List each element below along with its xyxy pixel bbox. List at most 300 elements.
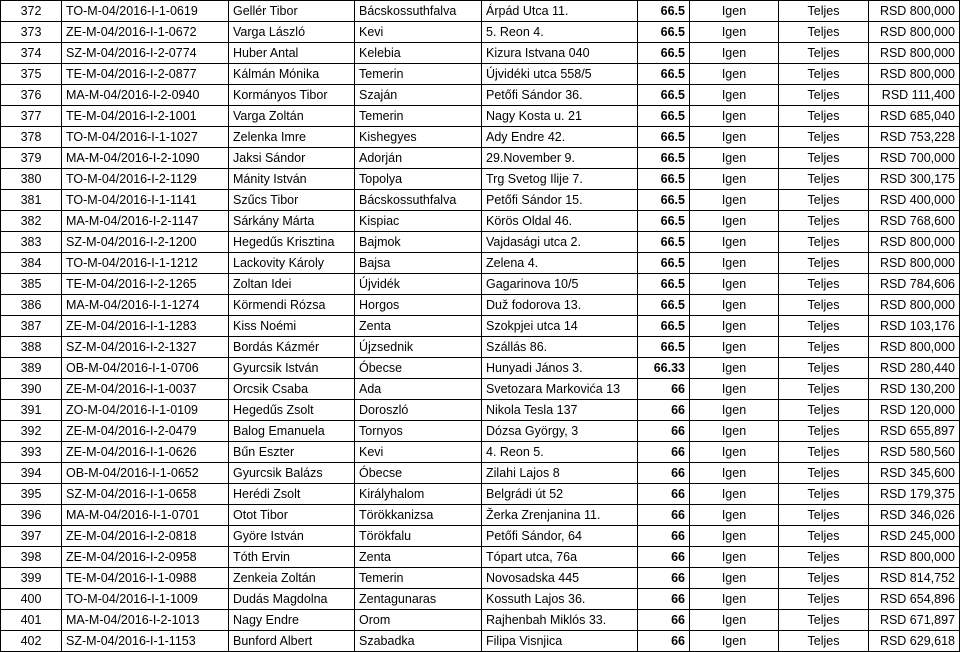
eligible-cell: Igen: [690, 316, 779, 337]
eligible-cell: Igen: [690, 589, 779, 610]
status-cell: Teljes: [779, 316, 869, 337]
score-cell: 66: [638, 379, 690, 400]
row-number-cell: 395: [1, 484, 62, 505]
score-cell: 66.5: [638, 169, 690, 190]
table-row: [1, 568, 960, 589]
amount-cell: RSD 345,600: [869, 463, 960, 484]
table-body: [1, 1, 960, 652]
amount-cell: RSD 768,600: [869, 211, 960, 232]
amount-cell: RSD 103,176: [869, 316, 960, 337]
address-cell: Kossuth Lajos 36.: [482, 589, 638, 610]
table-row: [1, 232, 960, 253]
amount-cell: RSD 800,000: [869, 232, 960, 253]
status-cell: Teljes: [779, 400, 869, 421]
table-row: [1, 526, 960, 547]
applicant-name-cell: Bűn Eszter: [229, 442, 355, 463]
score-cell: 66: [638, 547, 690, 568]
status-cell: Teljes: [779, 190, 869, 211]
city-cell: Királyhalom: [355, 484, 482, 505]
city-cell: Óbecse: [355, 463, 482, 484]
application-code-cell: SZ-M-04/2016-I-2-0774: [62, 43, 229, 64]
status-cell: Teljes: [779, 106, 869, 127]
city-cell: Adorján: [355, 148, 482, 169]
score-cell: 66.5: [638, 232, 690, 253]
row-number-cell: 379: [1, 148, 62, 169]
address-cell: Nagy Kosta u. 21: [482, 106, 638, 127]
table-row: [1, 64, 960, 85]
address-cell: Rajhenbah Miklós 33.: [482, 610, 638, 631]
applicant-name-cell: Bordás Kázmér: [229, 337, 355, 358]
table-row: [1, 442, 960, 463]
address-cell: Hunyadi János 3.: [482, 358, 638, 379]
row-number-cell: 377: [1, 106, 62, 127]
eligible-cell: Igen: [690, 631, 779, 652]
table-row: [1, 274, 960, 295]
eligible-cell: Igen: [690, 190, 779, 211]
application-code-cell: TE-M-04/2016-I-2-0877: [62, 64, 229, 85]
applicant-name-cell: Gyurcsik Balázs: [229, 463, 355, 484]
status-cell: Teljes: [779, 526, 869, 547]
eligible-cell: Igen: [690, 358, 779, 379]
applicant-name-cell: Gyurcsik István: [229, 358, 355, 379]
address-cell: Szokpjei utca 14: [482, 316, 638, 337]
applicant-name-cell: Huber Antal: [229, 43, 355, 64]
applicant-name-cell: Nagy Endre: [229, 610, 355, 631]
amount-cell: RSD 346,026: [869, 505, 960, 526]
score-cell: 66.5: [638, 43, 690, 64]
city-cell: Bajmok: [355, 232, 482, 253]
score-cell: 66: [638, 568, 690, 589]
address-cell: Zelena 4.: [482, 253, 638, 274]
status-cell: Teljes: [779, 547, 869, 568]
eligible-cell: Igen: [690, 526, 779, 547]
row-number-cell: 382: [1, 211, 62, 232]
status-cell: Teljes: [779, 589, 869, 610]
table-row: [1, 463, 960, 484]
eligible-cell: Igen: [690, 379, 779, 400]
table-row: [1, 211, 960, 232]
amount-cell: RSD 800,000: [869, 547, 960, 568]
score-cell: 66.5: [638, 1, 690, 22]
city-cell: Bácskossuthfalva: [355, 190, 482, 211]
row-number-cell: 394: [1, 463, 62, 484]
address-cell: Árpád Utca 11.: [482, 1, 638, 22]
table-row: [1, 190, 960, 211]
row-number-cell: 389: [1, 358, 62, 379]
row-number-cell: 375: [1, 64, 62, 85]
status-cell: Teljes: [779, 274, 869, 295]
applicant-name-cell: Otot Tibor: [229, 505, 355, 526]
score-cell: 66.5: [638, 22, 690, 43]
applicant-name-cell: Bunford Albert: [229, 631, 355, 652]
status-cell: Teljes: [779, 610, 869, 631]
applicant-name-cell: Dudás Magdolna: [229, 589, 355, 610]
row-number-cell: 386: [1, 295, 62, 316]
amount-cell: RSD 245,000: [869, 526, 960, 547]
row-number-cell: 392: [1, 421, 62, 442]
amount-cell: RSD 671,897: [869, 610, 960, 631]
score-cell: 66.5: [638, 190, 690, 211]
application-code-cell: OB-M-04/2016-I-1-0652: [62, 463, 229, 484]
table-row: [1, 127, 960, 148]
status-cell: Teljes: [779, 1, 869, 22]
applicant-name-cell: Lackovity Károly: [229, 253, 355, 274]
city-cell: Kishegyes: [355, 127, 482, 148]
status-cell: Teljes: [779, 232, 869, 253]
score-cell: 66.5: [638, 64, 690, 85]
applicant-name-cell: Varga Zoltán: [229, 106, 355, 127]
row-number-cell: 390: [1, 379, 62, 400]
application-code-cell: ZE-M-04/2016-I-1-0626: [62, 442, 229, 463]
score-cell: 66.5: [638, 211, 690, 232]
address-cell: Újvidéki utca 558/5: [482, 64, 638, 85]
eligible-cell: Igen: [690, 610, 779, 631]
address-cell: Belgrádi út 52: [482, 484, 638, 505]
row-number-cell: 381: [1, 190, 62, 211]
address-cell: Ady Endre 42.: [482, 127, 638, 148]
score-cell: 66: [638, 442, 690, 463]
score-cell: 66: [638, 463, 690, 484]
status-cell: Teljes: [779, 148, 869, 169]
city-cell: Kevi: [355, 22, 482, 43]
row-number-cell: 383: [1, 232, 62, 253]
score-cell: 66: [638, 484, 690, 505]
amount-cell: RSD 629,618: [869, 631, 960, 652]
row-number-cell: 385: [1, 274, 62, 295]
application-code-cell: ZE-M-04/2016-I-2-0818: [62, 526, 229, 547]
amount-cell: RSD 654,896: [869, 589, 960, 610]
table-row: [1, 421, 960, 442]
city-cell: Topolya: [355, 169, 482, 190]
amount-cell: RSD 800,000: [869, 64, 960, 85]
application-code-cell: TE-M-04/2016-I-2-1001: [62, 106, 229, 127]
applicant-name-cell: Jaksi Sándor: [229, 148, 355, 169]
score-cell: 66.5: [638, 106, 690, 127]
eligible-cell: Igen: [690, 1, 779, 22]
city-cell: Bácskossuthfalva: [355, 1, 482, 22]
table-row: [1, 358, 960, 379]
status-cell: Teljes: [779, 85, 869, 106]
row-number-cell: 397: [1, 526, 62, 547]
table-row: [1, 316, 960, 337]
amount-cell: RSD 800,000: [869, 43, 960, 64]
eligible-cell: Igen: [690, 295, 779, 316]
application-code-cell: ZE-M-04/2016-I-1-0037: [62, 379, 229, 400]
amount-cell: RSD 800,000: [869, 1, 960, 22]
applicant-name-cell: Kálmán Mónika: [229, 64, 355, 85]
city-cell: Temerin: [355, 106, 482, 127]
table-row: [1, 631, 960, 652]
score-cell: 66.5: [638, 337, 690, 358]
applicant-name-cell: Tóth Ervin: [229, 547, 355, 568]
city-cell: Törökfalu: [355, 526, 482, 547]
status-cell: Teljes: [779, 379, 869, 400]
amount-cell: RSD 400,000: [869, 190, 960, 211]
amount-cell: RSD 300,175: [869, 169, 960, 190]
row-number-cell: 399: [1, 568, 62, 589]
table-row: [1, 337, 960, 358]
status-cell: Teljes: [779, 463, 869, 484]
amount-cell: RSD 800,000: [869, 22, 960, 43]
applicant-name-cell: Sárkány Márta: [229, 211, 355, 232]
address-cell: 4. Reon 5.: [482, 442, 638, 463]
score-cell: 66.5: [638, 274, 690, 295]
table-row: [1, 148, 960, 169]
address-cell: Zilahi Lajos 8: [482, 463, 638, 484]
amount-cell: RSD 120,000: [869, 400, 960, 421]
application-code-cell: MA-M-04/2016-I-2-1013: [62, 610, 229, 631]
applicant-name-cell: Orcsik Csaba: [229, 379, 355, 400]
eligible-cell: Igen: [690, 148, 779, 169]
score-cell: 66.33: [638, 358, 690, 379]
eligible-cell: Igen: [690, 211, 779, 232]
city-cell: Temerin: [355, 64, 482, 85]
application-code-cell: TO-M-04/2016-I-1-1212: [62, 253, 229, 274]
score-cell: 66.5: [638, 148, 690, 169]
status-cell: Teljes: [779, 211, 869, 232]
amount-cell: RSD 700,000: [869, 148, 960, 169]
score-cell: 66.5: [638, 253, 690, 274]
address-cell: Petőfi Sándor, 64: [482, 526, 638, 547]
row-number-cell: 391: [1, 400, 62, 421]
score-cell: 66: [638, 610, 690, 631]
address-cell: Žerka Zrenjanina 11.: [482, 505, 638, 526]
address-cell: Gagarinova 10/5: [482, 274, 638, 295]
applicant-name-cell: Mánity István: [229, 169, 355, 190]
row-number-cell: 373: [1, 22, 62, 43]
eligible-cell: Igen: [690, 442, 779, 463]
eligible-cell: Igen: [690, 484, 779, 505]
address-cell: Nikola Tesla 137: [482, 400, 638, 421]
city-cell: Kelebia: [355, 43, 482, 64]
address-cell: Duž fodorova 13.: [482, 295, 638, 316]
city-cell: Zenta: [355, 316, 482, 337]
eligible-cell: Igen: [690, 400, 779, 421]
row-number-cell: 372: [1, 1, 62, 22]
city-cell: Zenta: [355, 547, 482, 568]
status-cell: Teljes: [779, 484, 869, 505]
score-cell: 66: [638, 400, 690, 421]
row-number-cell: 380: [1, 169, 62, 190]
address-cell: Svetozara Markovića 13: [482, 379, 638, 400]
application-code-cell: MA-M-04/2016-I-2-0940: [62, 85, 229, 106]
city-cell: Szabadka: [355, 631, 482, 652]
row-number-cell: 400: [1, 589, 62, 610]
row-number-cell: 401: [1, 610, 62, 631]
status-cell: Teljes: [779, 64, 869, 85]
address-cell: 5. Reon 4.: [482, 22, 638, 43]
applicant-name-cell: Balog Emanuela: [229, 421, 355, 442]
eligible-cell: Igen: [690, 232, 779, 253]
applicant-name-cell: Kiss Noémi: [229, 316, 355, 337]
table-row: [1, 169, 960, 190]
score-cell: 66: [638, 526, 690, 547]
application-code-cell: ZE-M-04/2016-I-1-0672: [62, 22, 229, 43]
table-row: [1, 43, 960, 64]
eligible-cell: Igen: [690, 568, 779, 589]
city-cell: Újzsednik: [355, 337, 482, 358]
eligible-cell: Igen: [690, 463, 779, 484]
address-cell: Szállás 86.: [482, 337, 638, 358]
applicant-name-cell: Zenkeia Zoltán: [229, 568, 355, 589]
amount-cell: RSD 580,560: [869, 442, 960, 463]
city-cell: Szaján: [355, 85, 482, 106]
amount-cell: RSD 800,000: [869, 253, 960, 274]
row-number-cell: 387: [1, 316, 62, 337]
eligible-cell: Igen: [690, 64, 779, 85]
eligible-cell: Igen: [690, 274, 779, 295]
city-cell: Kevi: [355, 442, 482, 463]
amount-cell: RSD 179,375: [869, 484, 960, 505]
table-row: [1, 610, 960, 631]
application-code-cell: MA-M-04/2016-I-2-1090: [62, 148, 229, 169]
application-code-cell: TO-M-04/2016-I-2-1129: [62, 169, 229, 190]
address-cell: Vajdasági utca 2.: [482, 232, 638, 253]
application-code-cell: TO-M-04/2016-I-1-0619: [62, 1, 229, 22]
table-row: [1, 22, 960, 43]
applicant-name-cell: Szűcs Tibor: [229, 190, 355, 211]
row-number-cell: 374: [1, 43, 62, 64]
city-cell: Orom: [355, 610, 482, 631]
amount-cell: RSD 800,000: [869, 337, 960, 358]
address-cell: Petőfi Sándor 36.: [482, 85, 638, 106]
eligible-cell: Igen: [690, 337, 779, 358]
status-cell: Teljes: [779, 358, 869, 379]
table-row: [1, 1, 960, 22]
address-cell: Tópart utca, 76a: [482, 547, 638, 568]
address-cell: Novosadska 445: [482, 568, 638, 589]
amount-cell: RSD 685,040: [869, 106, 960, 127]
row-number-cell: 402: [1, 631, 62, 652]
address-cell: Filipa Visnjica: [482, 631, 638, 652]
city-cell: Kispiac: [355, 211, 482, 232]
eligible-cell: Igen: [690, 22, 779, 43]
status-cell: Teljes: [779, 43, 869, 64]
eligible-cell: Igen: [690, 505, 779, 526]
table-row: [1, 295, 960, 316]
city-cell: Zentagunaras: [355, 589, 482, 610]
application-code-cell: SZ-M-04/2016-I-2-1327: [62, 337, 229, 358]
application-code-cell: SZ-M-04/2016-I-1-0658: [62, 484, 229, 505]
application-code-cell: SZ-M-04/2016-I-1-1153: [62, 631, 229, 652]
status-cell: Teljes: [779, 169, 869, 190]
row-number-cell: 398: [1, 547, 62, 568]
applicant-name-cell: Zelenka Imre: [229, 127, 355, 148]
status-cell: Teljes: [779, 631, 869, 652]
table-row: [1, 505, 960, 526]
eligible-cell: Igen: [690, 106, 779, 127]
application-code-cell: TE-M-04/2016-I-1-0988: [62, 568, 229, 589]
applicant-name-cell: Hegedűs Krisztina: [229, 232, 355, 253]
row-number-cell: 396: [1, 505, 62, 526]
applicant-name-cell: Varga László: [229, 22, 355, 43]
table-row: [1, 253, 960, 274]
applicant-name-cell: Zoltan Idei: [229, 274, 355, 295]
application-code-cell: ZE-M-04/2016-I-2-0479: [62, 421, 229, 442]
city-cell: Tornyos: [355, 421, 482, 442]
application-code-cell: SZ-M-04/2016-I-2-1200: [62, 232, 229, 253]
amount-cell: RSD 130,200: [869, 379, 960, 400]
score-cell: 66: [638, 631, 690, 652]
amount-cell: RSD 280,440: [869, 358, 960, 379]
address-cell: Petőfi Sándor 15.: [482, 190, 638, 211]
address-cell: Trg Svetog Ilije 7.: [482, 169, 638, 190]
amount-cell: RSD 814,752: [869, 568, 960, 589]
city-cell: Temerin: [355, 568, 482, 589]
address-cell: 29.November 9.: [482, 148, 638, 169]
applicant-name-cell: Herédi Zsolt: [229, 484, 355, 505]
city-cell: Ada: [355, 379, 482, 400]
amount-cell: RSD 800,000: [869, 295, 960, 316]
address-cell: Kizura Istvana 040: [482, 43, 638, 64]
table-row: [1, 484, 960, 505]
score-cell: 66: [638, 589, 690, 610]
city-cell: Horgos: [355, 295, 482, 316]
application-code-cell: TO-M-04/2016-I-1-1141: [62, 190, 229, 211]
city-cell: Doroszló: [355, 400, 482, 421]
applicant-name-cell: Hegedűs Zsolt: [229, 400, 355, 421]
status-cell: Teljes: [779, 253, 869, 274]
row-number-cell: 388: [1, 337, 62, 358]
application-code-cell: TO-M-04/2016-I-1-1009: [62, 589, 229, 610]
table-row: [1, 379, 960, 400]
eligible-cell: Igen: [690, 43, 779, 64]
row-number-cell: 376: [1, 85, 62, 106]
score-cell: 66: [638, 421, 690, 442]
city-cell: Bajsa: [355, 253, 482, 274]
applicant-name-cell: Körmendi Rózsa: [229, 295, 355, 316]
application-code-cell: TE-M-04/2016-I-2-1265: [62, 274, 229, 295]
table-row: [1, 589, 960, 610]
city-cell: Törökkanizsa: [355, 505, 482, 526]
table-row: [1, 85, 960, 106]
status-cell: Teljes: [779, 127, 869, 148]
eligible-cell: Igen: [690, 253, 779, 274]
eligible-cell: Igen: [690, 169, 779, 190]
application-code-cell: ZO-M-04/2016-I-1-0109: [62, 400, 229, 421]
score-cell: 66: [638, 505, 690, 526]
eligible-cell: Igen: [690, 85, 779, 106]
application-code-cell: MA-M-04/2016-I-1-1274: [62, 295, 229, 316]
application-code-cell: ZE-M-04/2016-I-2-0958: [62, 547, 229, 568]
applicant-name-cell: Györe István: [229, 526, 355, 547]
eligible-cell: Igen: [690, 547, 779, 568]
score-cell: 66.5: [638, 127, 690, 148]
applicant-name-cell: Kormányos Tibor: [229, 85, 355, 106]
row-number-cell: 384: [1, 253, 62, 274]
row-number-cell: 378: [1, 127, 62, 148]
eligible-cell: Igen: [690, 421, 779, 442]
status-cell: Teljes: [779, 442, 869, 463]
address-cell: Körös Oldal 46.: [482, 211, 638, 232]
status-cell: Teljes: [779, 295, 869, 316]
status-cell: Teljes: [779, 505, 869, 526]
applicant-name-cell: Gellér Tibor: [229, 1, 355, 22]
application-code-cell: ZE-M-04/2016-I-1-1283: [62, 316, 229, 337]
row-number-cell: 393: [1, 442, 62, 463]
amount-cell: RSD 655,897: [869, 421, 960, 442]
status-cell: Teljes: [779, 337, 869, 358]
address-cell: Dózsa György, 3: [482, 421, 638, 442]
application-code-cell: MA-M-04/2016-I-2-1147: [62, 211, 229, 232]
score-cell: 66.5: [638, 295, 690, 316]
amount-cell: RSD 111,400: [869, 85, 960, 106]
table-row: [1, 400, 960, 421]
status-cell: Teljes: [779, 568, 869, 589]
status-cell: Teljes: [779, 22, 869, 43]
city-cell: Újvidék: [355, 274, 482, 295]
status-cell: Teljes: [779, 421, 869, 442]
